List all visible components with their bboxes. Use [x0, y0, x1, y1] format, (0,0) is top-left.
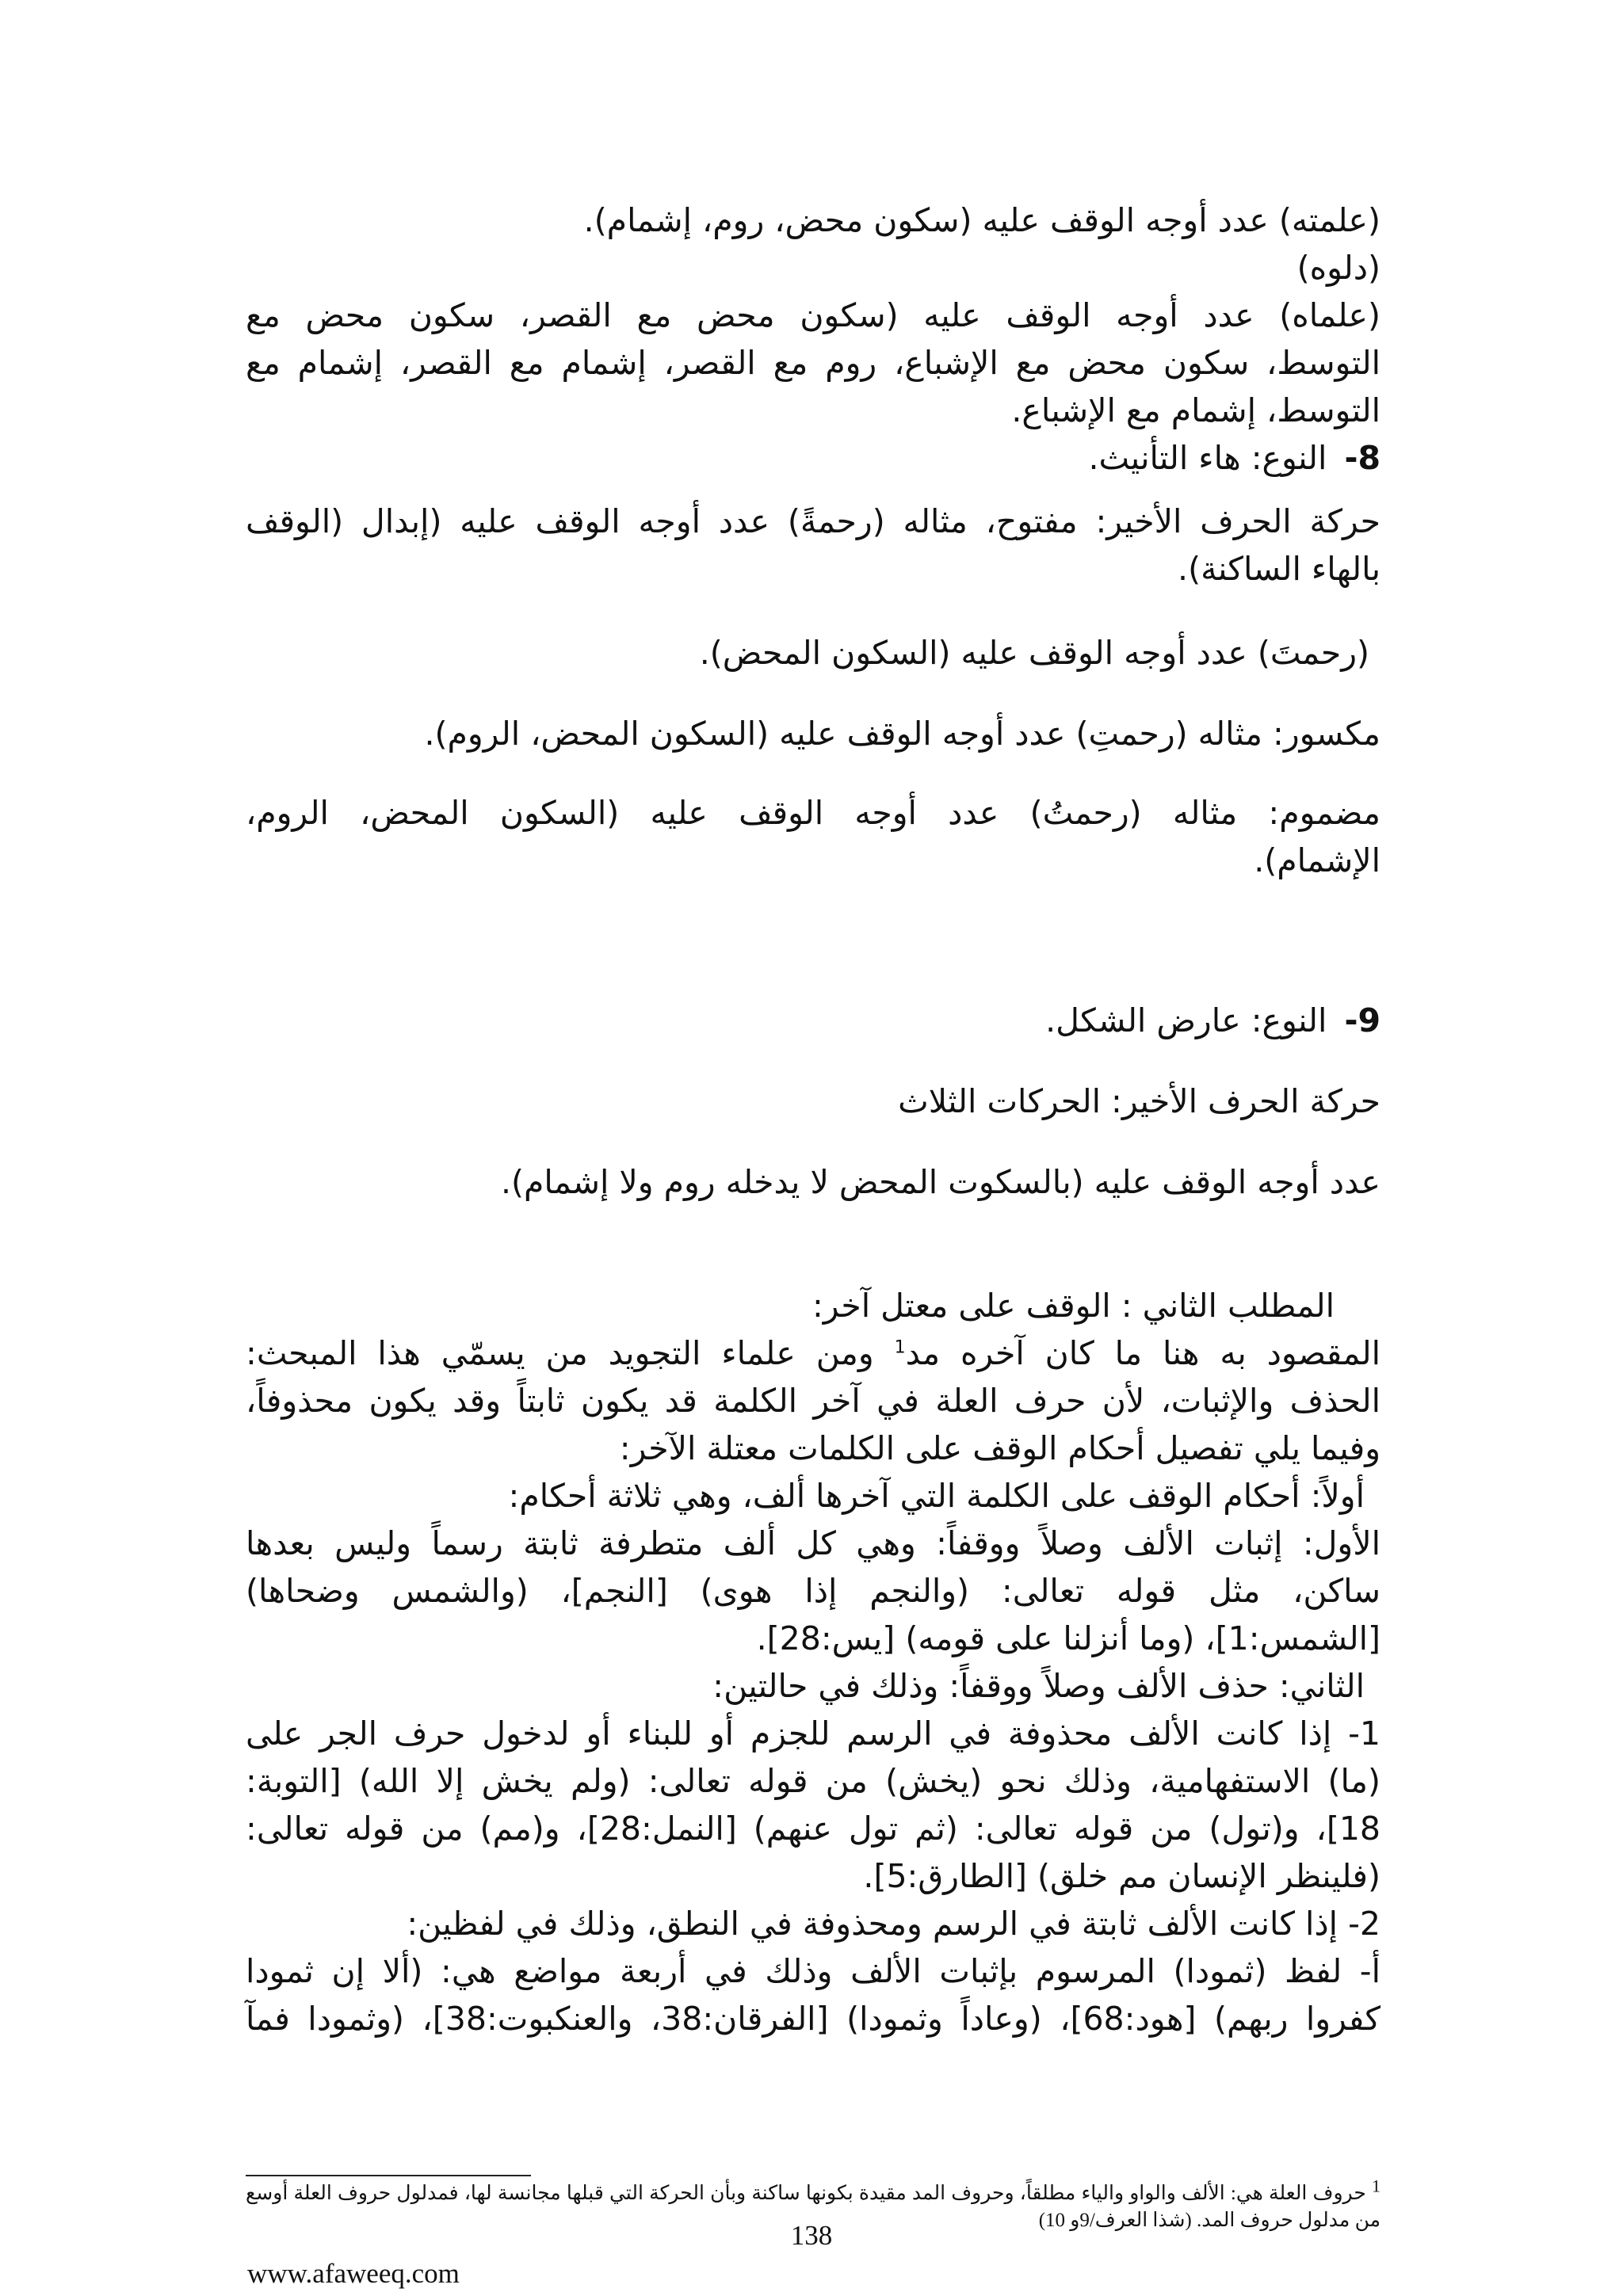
text-line: كفروا ربهم) [هود:68]، (وعاداً وثمودا) [الفرقان:38، والعنكبوت:38]، (وثمودا فمآ: [246, 2000, 1381, 2038]
paragraph: [246, 710, 1381, 757]
text-line: (رحمتَ) عدد أوجه الوقف عليه (السكون المحض).: [699, 634, 1369, 672]
text-line: التوسط، إشمام مع الإشباع.: [1011, 391, 1381, 429]
text-line: (ما) الاستفهامية، وذلك نحو (يخش) من قوله تعالى: (ولم يخش إلا الله) [التوبة:: [246, 1762, 1381, 1800]
text-line: مضموم: مثاله (رحمتُ) عدد أوجه الوقف عليه (السكون المحض، الروم،: [246, 794, 1381, 832]
text-line: ساكن، مثل قوله تعالى: (والنجم إذا هوى) [النجم]، (والشمس وضحاها): [246, 1572, 1381, 1610]
footnote-divider: [246, 2175, 531, 2176]
paragraph: [246, 629, 1381, 677]
waqf-examples-block: [246, 196, 1381, 482]
heading-number: 8-: [1344, 439, 1381, 477]
text-segment: ومن علماء التجويد من يسمّي هذا المبحث:: [246, 1334, 895, 1372]
heading-label: النوع: عارض الشكل.: [1045, 1001, 1327, 1039]
text-line: (دلوه): [1296, 249, 1381, 287]
text-line: الإشمام).: [1254, 841, 1381, 879]
paragraph: [246, 498, 1381, 593]
heading-label: النوع: هاء التأنيث.: [1088, 439, 1327, 477]
matlab-section: [246, 1282, 1381, 2042]
text-line: الأول: إثبات الألف وصلاً ووقفاً: وهي كل ألف متطرفة ثابتة رسماً وليس بعدها: [246, 1524, 1381, 1562]
heading-number: 9-: [1344, 1001, 1381, 1039]
text-line: [246, 1329, 1381, 1377]
section-9: [246, 997, 1381, 1044]
text-line: وفيما يلي تفصيل أحكام الوقف على الكلمات معتلة الآخر:: [619, 1429, 1381, 1467]
text-line: 18]، و(تول) من قوله تعالى: (ثم تول عنهم) [النمل:28]، و(مم) من قوله تعالى:: [246, 1810, 1381, 1848]
text-line: بالهاء الساكنة).: [1178, 550, 1381, 588]
text-line: حركة الحرف الأخير: مفتوح، مثاله (رحمةً) عدد أوجه الوقف عليه (إبدال (الوقف: [246, 502, 1381, 540]
text-line: (علمته) عدد أوجه الوقف عليه (سكون محض، روم، إشمام).: [583, 201, 1381, 239]
footnote-ref: 1: [894, 1337, 906, 1358]
website-url: www.afaweeq.com: [247, 2258, 460, 2289]
footnote-marker: 1: [1372, 2176, 1381, 2196]
text-line: أ- لفظ (ثمودا) المرسوم بإثبات الألف وذلك في أربعة مواضع هي: (ألا إن ثمودا: [246, 1952, 1381, 1990]
paragraph: [246, 789, 1381, 884]
subsection-heading: الثاني: حذف الألف وصلاً ووقفاً: وذلك في حالتين:: [712, 1667, 1365, 1705]
text-line: التوسط، سكون محض مع الإشباع، روم مع القصر، إشمام مع القصر، إشمام مع: [246, 344, 1381, 382]
paragraph: [246, 1158, 1381, 1206]
footnote-text: حروف العلة هي: الألف والواو والياء مطلقاً، وحروف المد مقيدة بكونها ساكنة وبأن الحركة التي قبلها مجانسة لها، فمدلول حروف العلة أوسع من مدلول حروف المد. (شذا العرف/9و 10): [246, 2183, 1381, 2231]
text-line: عدد أوجه الوقف عليه (بالسكوت المحض لا يدخله روم ولا إشمام).: [501, 1163, 1381, 1201]
text-line: 1- إذا كانت الألف محذوفة في الرسم للجزم أو للبناء أو لدخول حرف الجر على: [246, 1714, 1381, 1753]
text-line: 2- إذا كانت الألف ثابتة في الرسم ومحذوفة في النطق، وذلك في لفظين:: [407, 1905, 1381, 1943]
subsection-title: المطلب الثاني : الوقف على معتل آخر:: [812, 1287, 1335, 1325]
text-segment: المقصود به هنا ما كان آخره مد: [905, 1334, 1381, 1372]
section-heading-9: [246, 997, 1381, 1044]
text-line: حركة الحرف الأخير: الحركات الثلاث: [898, 1082, 1381, 1120]
text-line: (فلينظر الإنسان مم خلق) [الطارق:5].: [863, 1857, 1381, 1895]
text-line: (علماه) عدد أوجه الوقف عليه (سكون محض مع القصر، سكون محض مع: [246, 296, 1381, 334]
text-line: مكسور: مثاله (رحمتِ) عدد أوجه الوقف عليه (السكون المحض، الروم).: [424, 715, 1381, 753]
text-line: الحذف والإثبات، لأن حرف العلة في آخر الكلمة قد يكون ثابتاً وقد يكون محذوفاً،: [246, 1382, 1381, 1420]
page-number: 138: [790, 2220, 833, 2251]
subsection-heading: أولاً: أحكام الوقف على الكلمة التي آخرها ألف، وهي ثلاثة أحكام:: [508, 1477, 1365, 1515]
text-line: [الشمس:1]، (وما أنزلنا على قومه) [يس:28].: [756, 1619, 1381, 1657]
section-heading-8: [246, 434, 1381, 482]
paragraph: [246, 1077, 1381, 1125]
